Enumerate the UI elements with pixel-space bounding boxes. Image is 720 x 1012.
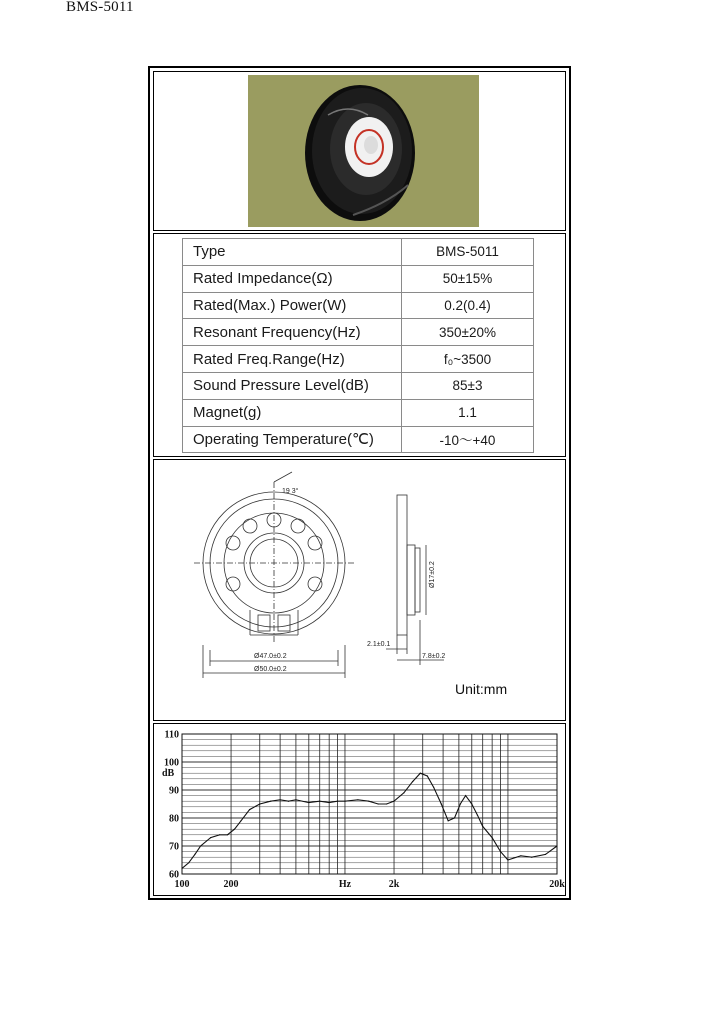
spec-row-power	[183, 292, 534, 319]
spec-label: Resonant Frequency(Hz)	[183, 319, 402, 346]
specification-panel	[153, 233, 566, 457]
data-point	[319, 801, 320, 802]
data-point	[531, 857, 532, 858]
data-point	[188, 862, 189, 863]
data-point	[441, 803, 442, 804]
spec-value: -10～+40	[402, 426, 534, 453]
x-tick-label: Hz	[338, 879, 352, 890]
dimension-drawing-panel	[153, 459, 566, 721]
data-point	[520, 855, 521, 856]
magnet-diameter-label: Ø17±0.2	[429, 561, 436, 588]
product-photo	[248, 75, 479, 227]
frequency-response-panel	[153, 723, 566, 896]
data-point	[259, 803, 260, 804]
data-point	[357, 799, 358, 800]
document-model-id: BMS-5011	[66, 0, 134, 15]
spec-row-temperature	[183, 426, 534, 453]
data-point	[403, 792, 404, 793]
y-tick-label: 110	[164, 729, 179, 741]
total-depth-label: 7.8±0.2	[422, 653, 446, 660]
spec-value: 1.1	[402, 399, 534, 426]
spec-row-magnet	[183, 399, 534, 426]
data-point	[240, 820, 241, 821]
data-point	[545, 854, 546, 855]
y-tick-label: 90	[169, 785, 179, 797]
spec-row-resonant-frequency	[183, 319, 534, 346]
spec-value: 0.2(0.4)	[402, 292, 534, 319]
data-point	[227, 834, 228, 835]
spec-label: Type	[183, 239, 402, 266]
data-point	[200, 845, 201, 846]
y-tick-label: 100	[164, 757, 179, 769]
data-point	[433, 787, 434, 788]
outer-diameter-label: Ø50.0±0.2	[254, 666, 287, 673]
data-point	[386, 803, 387, 804]
y-tick-label: 70	[169, 841, 179, 853]
data-point	[420, 773, 421, 774]
data-point	[288, 801, 289, 802]
spec-value: 350±20%	[402, 319, 534, 346]
data-point	[337, 801, 338, 802]
data-point	[477, 815, 478, 816]
data-point	[482, 826, 483, 827]
spec-row-freq-range	[183, 346, 534, 373]
data-point	[427, 775, 428, 776]
spec-label: Sound Pressure Level(dB)	[183, 372, 402, 399]
angle-label: 19 3°	[282, 488, 299, 495]
spec-label: Rated Freq.Range(Hz)	[183, 346, 402, 373]
unit-label: Unit:mm	[455, 681, 508, 697]
data-point	[556, 845, 557, 846]
x-tick-label: 2k	[388, 879, 400, 890]
product-photo-panel	[153, 71, 566, 231]
spec-value: f₀~3500	[402, 346, 534, 373]
spec-value: 85±3	[402, 372, 534, 399]
data-point	[393, 801, 394, 802]
frequency-response-chart	[154, 724, 565, 895]
data-point	[329, 802, 330, 803]
spec-value: 50±15%	[402, 265, 534, 292]
data-point	[270, 801, 271, 802]
spec-label: Operating Temperature(℃)	[183, 426, 402, 453]
spec-label: Magnet(g)	[183, 399, 402, 426]
data-point	[295, 799, 296, 800]
data-point	[249, 809, 250, 810]
datasheet-frame	[148, 66, 571, 900]
data-point	[500, 851, 501, 852]
flange-thickness-label: 2.1±0.1	[367, 641, 391, 648]
y-axis-label: dB	[162, 768, 175, 780]
data-point	[460, 803, 461, 804]
specification-table	[182, 238, 534, 453]
data-point	[471, 803, 472, 804]
data-point	[280, 799, 281, 800]
data-point	[308, 802, 309, 803]
data-point	[465, 795, 466, 796]
speaker-photo-illustration	[248, 75, 479, 227]
data-point	[448, 820, 449, 821]
data-point	[344, 801, 345, 802]
data-point	[507, 859, 508, 860]
spec-row-type	[183, 239, 534, 266]
data-point	[219, 834, 220, 835]
data-point	[454, 817, 455, 818]
data-point	[234, 829, 235, 830]
data-point	[378, 803, 379, 804]
spec-label: Rated Impedance(Ω)	[183, 265, 402, 292]
x-tick-label: 100	[174, 879, 190, 890]
y-tick-label: 60	[169, 869, 179, 881]
spec-row-impedance	[183, 265, 534, 292]
data-point	[492, 837, 493, 838]
spec-value: BMS-5011	[402, 239, 534, 266]
data-point	[368, 801, 369, 802]
data-point	[210, 837, 211, 838]
spec-row-spl	[183, 372, 534, 399]
x-tick-label: 200	[223, 879, 239, 890]
spec-label: Rated(Max.) Power(W)	[183, 292, 402, 319]
data-point	[194, 854, 195, 855]
y-tick-label: 80	[169, 813, 179, 825]
x-tick-label: 20k	[549, 879, 565, 890]
data-point	[181, 868, 182, 869]
data-point	[412, 781, 413, 782]
inner-diameter-label: Ø47.0±0.2	[254, 653, 287, 660]
